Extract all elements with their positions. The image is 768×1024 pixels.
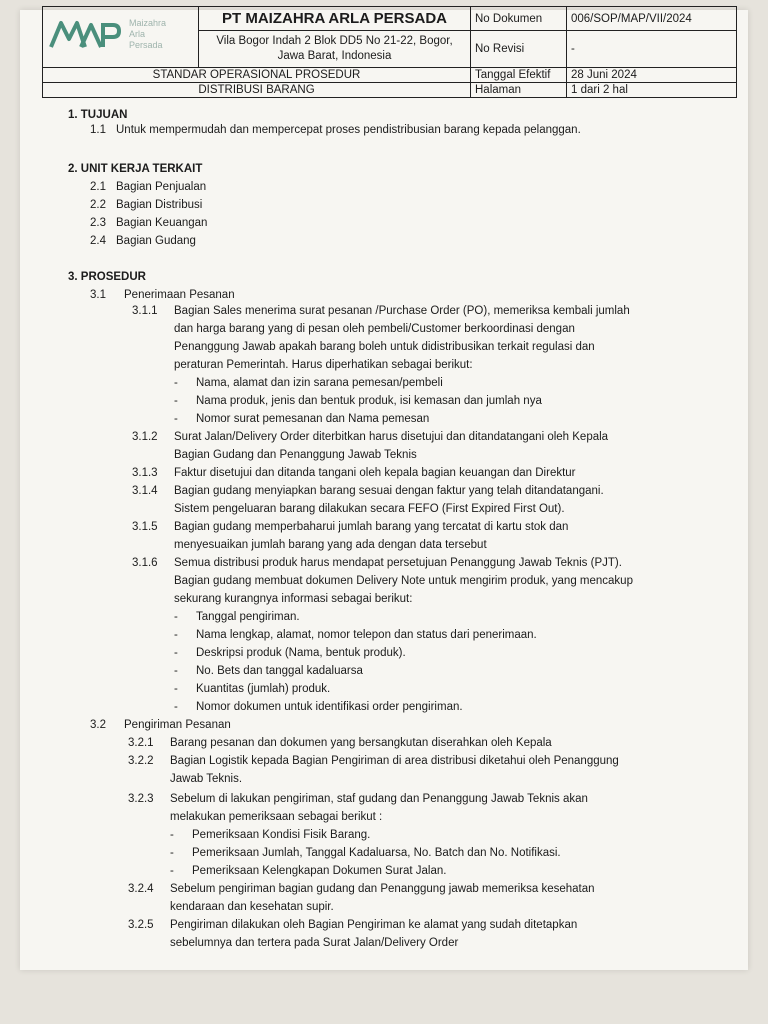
paragraph-line: Bagian gudang membuat dokumen Delivery Note untuk mengirim produk, yang mencakup xyxy=(174,575,633,587)
bullet-dash: - xyxy=(170,829,174,841)
paragraph-line: Bagian Logistik kepada Bagian Pengiriman di area distribusi diketahui oleh Penanggung xyxy=(170,755,619,767)
item-number: 3.2.3 xyxy=(128,793,154,805)
bullet-dash: - xyxy=(170,847,174,859)
logo-wordmark xyxy=(129,18,166,51)
section-title-unit-kerja: 2. UNIT KERJA TERKAIT xyxy=(68,163,203,175)
paragraph-line: kendaraan dan kesehatan supir. xyxy=(170,901,334,913)
paragraph-line: Penanggung Jawab apakah barang boleh untuk didistribusikan terkait regulasi dan xyxy=(174,341,595,353)
paragraph-line: Faktur disetujui dan ditanda tangani oleh kepala bagian keuangan dan Direktur xyxy=(174,467,576,479)
item-number: 3.1.5 xyxy=(132,521,158,533)
bullet-text: Nomor dokumen untuk identifikasi order pengiriman. xyxy=(196,701,463,713)
halaman-label: Halaman xyxy=(471,83,567,98)
tanggal-value: 28 Juni 2024 xyxy=(567,68,737,83)
paragraph-line: dan harga barang yang di pesan oleh pembeli/Customer berkoordinasi dengan xyxy=(174,323,575,335)
paragraph-line: Bagian gudang memperbaharui jumlah barang yang tercatat di kartu stok dan xyxy=(174,521,569,533)
bullet-text: Nomor surat pemesanan dan Nama pemesan xyxy=(196,413,430,425)
item-text: Bagian Penjualan xyxy=(116,181,207,193)
subsection-title: Pengiriman Pesanan xyxy=(124,719,231,731)
bullet-text: Nama lengkap, alamat, nomor telepon dan status dari penerimaan. xyxy=(196,629,537,641)
company-logo xyxy=(49,17,166,51)
bullet-dash: - xyxy=(170,865,174,877)
bullet-text: Pemeriksaan Kondisi Fisik Barang. xyxy=(192,829,371,841)
bullet-text: Pemeriksaan Jumlah, Tanggal Kadaluarsa, No. Batch dan No. Notifikasi. xyxy=(192,847,561,859)
bullet-dash: - xyxy=(174,395,178,407)
company-name: PT MAIZAHRA ARLA PERSADA xyxy=(199,7,471,31)
paragraph-line: melakukan pemeriksaan sebagai berikut : xyxy=(170,811,383,823)
logo-line: Arla xyxy=(129,28,146,39)
paragraph-line: Bagian Sales menerima surat pesanan /Purchase Order (PO), memeriksa kembali jumlah xyxy=(174,305,630,317)
subsection-number: 3.2 xyxy=(90,719,106,731)
bullet-dash: - xyxy=(174,647,178,659)
item-number: 3.2.4 xyxy=(128,883,154,895)
bullet-dash: - xyxy=(174,611,178,623)
paragraph-line: Barang pesanan dan dokumen yang bersangkutan diserahkan oleh Kepala xyxy=(170,737,552,749)
section-title-prosedur: 3. PROSEDUR xyxy=(68,271,146,283)
subsection-number: 3.1 xyxy=(90,289,106,301)
item-text: Bagian Gudang xyxy=(116,235,196,247)
item-number: 3.2.5 xyxy=(128,919,154,931)
tanggal-label: Tanggal Efektif xyxy=(471,68,567,83)
item-text: Bagian Keuangan xyxy=(116,217,208,229)
sop-title: STANDAR OPERASIONAL PROSEDUR xyxy=(43,68,471,83)
section-title-tujuan: 1. TUJUAN xyxy=(68,109,128,121)
bullet-dash: - xyxy=(174,701,178,713)
item-number: 3.1.6 xyxy=(132,557,158,569)
no-revisi-value: - xyxy=(567,31,737,68)
item-number: 2.1 xyxy=(90,181,106,193)
paragraph-line: Bagian Gudang dan Penanggung Jawab Teknis xyxy=(174,449,417,461)
paragraph-line: Jawab Teknis. xyxy=(170,773,243,785)
no-revisi-label: No Revisi xyxy=(471,31,567,68)
document-header-table xyxy=(42,6,737,98)
item-text: Untuk mempermudah dan mempercepat proses pendistribusian barang kepada pelanggan. xyxy=(116,124,581,136)
paragraph-line: Surat Jalan/Delivery Order diterbitkan harus disetujui dan ditandatangani oleh Kepala xyxy=(174,431,609,443)
bullet-text: Nama, alamat dan izin sarana pemesan/pembeli xyxy=(196,377,443,389)
item-number: 3.1.2 xyxy=(132,431,158,443)
bullet-dash: - xyxy=(174,683,178,695)
sop-subtitle: DISTRIBUSI BARANG xyxy=(43,83,471,98)
paragraph-line: Pengiriman dilakukan oleh Bagian Pengiriman ke alamat yang sudah ditetapkan xyxy=(170,919,578,931)
logo-line: Persada xyxy=(129,39,163,50)
item-number: 3.1.1 xyxy=(132,305,158,317)
item-text: Bagian Distribusi xyxy=(116,199,203,211)
item-number: 2.3 xyxy=(90,217,106,229)
logo-cell xyxy=(43,7,199,68)
paragraph-line: sebelumnya dan tertera pada Surat Jalan/Delivery Order xyxy=(170,937,459,949)
paragraph-line: Semua distribusi produk harus mendapat persetujuan Penanggung Jawab Teknis (PJT). xyxy=(174,557,622,569)
company-address xyxy=(199,31,471,68)
item-number: 2.2 xyxy=(90,199,106,211)
item-number: 3.1.4 xyxy=(132,485,158,497)
paragraph-line: Sebelum di lakukan pengiriman, staf gudang dan Penanggung Jawab Teknis akan xyxy=(170,793,588,805)
bullet-text: Tanggal pengiriman. xyxy=(196,611,300,623)
map-logo-icon xyxy=(49,17,121,51)
address-line: Vila Bogor Indah 2 Blok DD5 No 21-22, Bogor, xyxy=(216,35,453,48)
paragraph-line: sekurang kurangnya informasi sebagai berikut: xyxy=(174,593,413,605)
bullet-dash: - xyxy=(174,413,178,425)
bullet-dash: - xyxy=(174,665,178,677)
bullet-text: Pemeriksaan Kelengkapan Dokumen Surat Jalan. xyxy=(192,865,447,877)
bullet-text: Deskripsi produk (Nama, bentuk produk). xyxy=(196,647,406,659)
bullet-dash: - xyxy=(174,629,178,641)
paragraph-line: peraturan Pemerintah. Harus diperhatikan sebagai berikut: xyxy=(174,359,473,371)
item-number: 1.1 xyxy=(90,124,106,136)
item-number: 2.4 xyxy=(90,235,106,247)
paragraph-line: Sebelum pengiriman bagian gudang dan Penanggung jawab memeriksa kesehatan xyxy=(170,883,595,895)
halaman-value: 1 dari 2 hal xyxy=(567,83,737,98)
no-dokumen-value: 006/SOP/MAP/VII/2024 xyxy=(567,7,737,31)
paragraph-line: Bagian gudang menyiapkan barang sesuai dengan faktur yang telah ditandatangani. xyxy=(174,485,604,497)
subsection-title: Penerimaan Pesanan xyxy=(124,289,235,301)
address-line: Jawa Barat, Indonesia xyxy=(277,50,392,63)
bullet-text: Nama produk, jenis dan bentuk produk, isi kemasan dan jumlah nya xyxy=(196,395,542,407)
paragraph-line: Sistem pengeluaran barang dilakukan secara FEFO (First Expired First Out). xyxy=(174,503,565,515)
bullet-text: No. Bets dan tanggal kadaluarsa xyxy=(196,665,363,677)
no-dokumen-label: No Dokumen xyxy=(471,7,567,31)
item-number: 3.1.3 xyxy=(132,467,158,479)
bullet-dash: - xyxy=(174,377,178,389)
item-number: 3.2.1 xyxy=(128,737,154,749)
item-number: 3.2.2 xyxy=(128,755,154,767)
bullet-text: Kuantitas (jumlah) produk. xyxy=(196,683,331,695)
logo-line: Maizahra xyxy=(129,17,167,28)
paragraph-line: menyesuaikan jumlah barang yang ada dengan data tersebut xyxy=(174,539,487,551)
